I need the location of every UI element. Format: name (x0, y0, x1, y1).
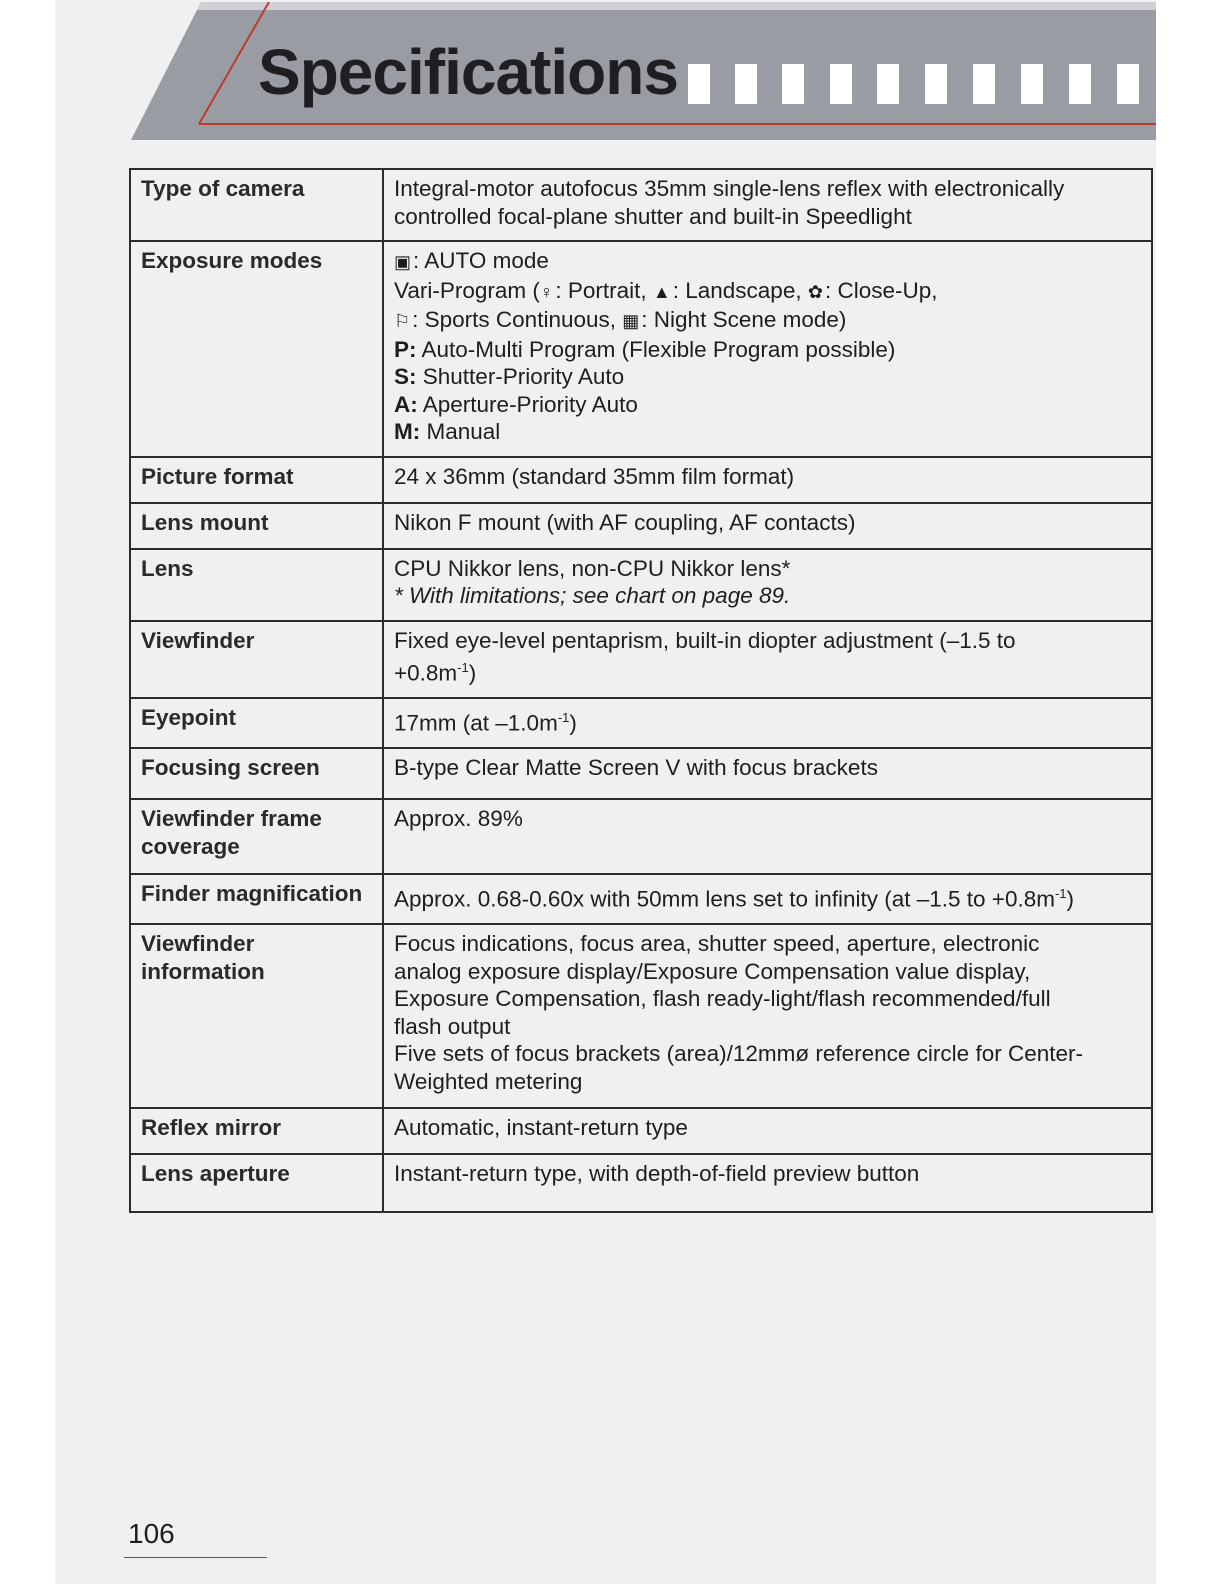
row-label: Focusing screen (130, 748, 383, 799)
table-row (130, 1108, 1152, 1154)
table-row (130, 457, 1152, 503)
auto-camera-icon: ▣ (394, 252, 412, 272)
value-line: Exposure Compensation, flash ready-light/flash recommended/full (394, 986, 1051, 1011)
mode-line: S: Shutter-Priority Auto (394, 364, 625, 389)
page-number-underline (124, 1557, 267, 1558)
value-line: CPU Nikkor lens, non-CPU Nikkor lens* (394, 555, 791, 581)
value-line: Vari-Program (♀: Portrait, ▲: Landscape, ✿: Close-Up, (394, 277, 1141, 307)
table-row (130, 698, 1152, 748)
row-value (383, 241, 1152, 457)
row-label: Viewfinder frame coverage (130, 799, 383, 874)
row-value: Nikon F mount (with AF coupling, AF contacts) (383, 503, 1152, 549)
value-line: $+0.8m^{-1}$) (394, 660, 477, 686)
page-number: 106 (128, 1518, 175, 1549)
row-value: 17mm (at $-1.0m^{-1}$) (383, 698, 1152, 748)
night-scene-icon: ▦ (622, 311, 640, 331)
row-value: 24 x 36mm (standard 35mm film format) (383, 457, 1152, 503)
value-line: Integral-motor autofocus 35mm single-lens reflex with electronically (394, 176, 1065, 201)
value-line: flash output (394, 1013, 511, 1039)
value-line: Focus indications, focus area, shutter speed, aperture, electronic (394, 931, 1040, 956)
row-value: Automatic, instant-return type (383, 1108, 1152, 1154)
table-row (130, 503, 1152, 549)
portrait-icon: ♀ (539, 281, 554, 302)
row-label: Finder magnification (130, 874, 383, 924)
row-value: Approx. 89% (383, 799, 1152, 874)
mode-line: P: Auto-Multi Program (Flexible Program possible) (394, 336, 896, 362)
row-value (383, 924, 1152, 1108)
row-label: Exposure modes (130, 241, 383, 457)
row-value: Approx. 0.68-0.60x with 50mm lens set to infinity (at –1.5 to $+0.8m^{-1}$) (383, 874, 1152, 924)
table-row (130, 169, 1152, 241)
table-row (130, 924, 1152, 1108)
row-label: Viewfinder information (130, 924, 383, 1108)
value-line: Fixed eye-level pentaprism, built-in diopter adjustment (–1.5 to (394, 627, 1016, 653)
row-label: Picture format (130, 457, 383, 503)
table-row (130, 874, 1152, 924)
row-label: Reflex mirror (130, 1108, 383, 1154)
value-line: Five sets of focus brackets (area)/12mmø reference circle for Center- (394, 1041, 1083, 1066)
row-label: Lens aperture (130, 1154, 383, 1212)
value-line: analog exposure display/Exposure Compensation value display, (394, 958, 1031, 984)
lens-footnote: * With limitations; see chart on page 89. (394, 583, 791, 608)
value-line: ▣: AUTO mode (394, 247, 1141, 277)
value-line: ⚐: Sports Continuous, ▦: Night Scene mode) (394, 306, 1141, 336)
table-row (130, 799, 1152, 874)
value-line: Weighted metering (394, 1068, 583, 1094)
row-label: Viewfinder (130, 621, 383, 699)
value-line: controlled focal-plane shutter and built-in Speedlight (394, 203, 912, 229)
table-row (130, 241, 1152, 457)
table-row (130, 1154, 1152, 1212)
close-up-icon: ✿ (807, 281, 823, 302)
row-value (383, 621, 1152, 699)
sports-continuous-icon: ⚐ (394, 311, 411, 331)
mode-line: M: Manual (394, 419, 501, 444)
row-label: Eyepoint (130, 698, 383, 748)
row-value: B-type Clear Matte Screen V with focus brackets (383, 748, 1152, 799)
row-value (383, 169, 1152, 241)
table-row (130, 549, 1152, 621)
row-value (383, 549, 1152, 621)
table-row (130, 748, 1152, 799)
row-value: Instant-return type, with depth-of-field preview button (383, 1154, 1152, 1212)
table-row (130, 621, 1152, 699)
mode-line: A: Aperture-Priority Auto (394, 391, 638, 417)
specifications-table (129, 168, 1153, 1213)
page-title: Specifications (258, 36, 678, 108)
row-label: Lens mount (130, 503, 383, 549)
landscape-icon: ▲ (652, 281, 671, 302)
row-label: Type of camera (130, 169, 383, 241)
row-label: Lens (130, 549, 383, 621)
